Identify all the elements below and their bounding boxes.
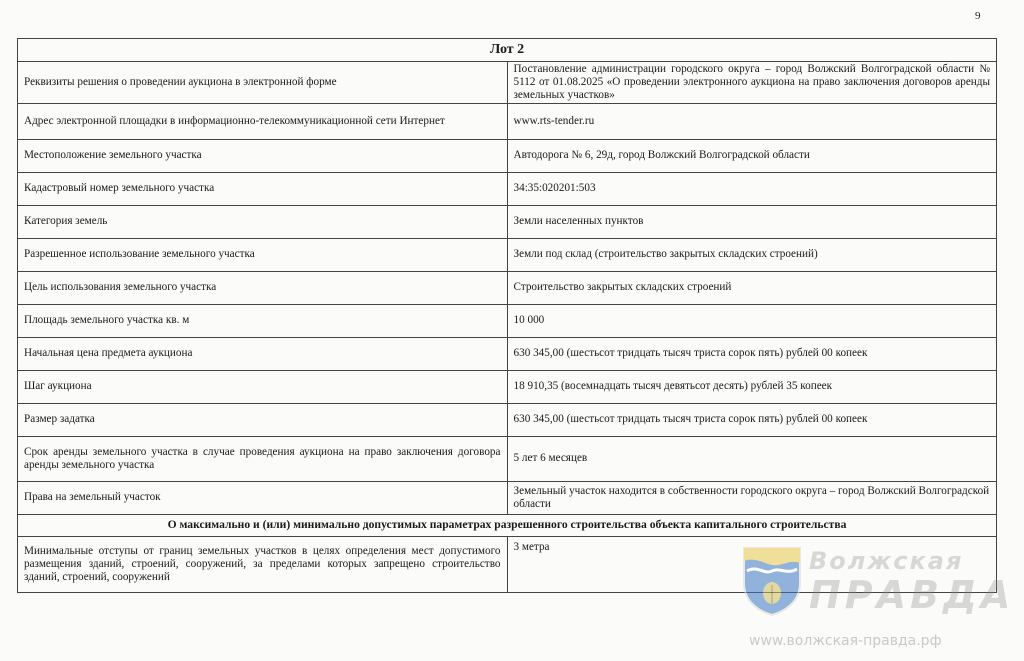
- table-row: [18, 205, 997, 238]
- row-value: Строительство закрытых складских строений: [507, 271, 997, 304]
- table-row: [18, 403, 997, 436]
- table-row: [18, 304, 997, 337]
- row-value: 630 345,00 (шестьсот тридцать тысяч триста сорок пять) рублей 00 копеек: [507, 403, 997, 436]
- row-value: 18 910,35 (восемнадцать тысяч девятьсот десять) рублей 35 копеек: [507, 370, 997, 403]
- table-row: [18, 103, 997, 139]
- row-value: www.rts-tender.ru: [507, 103, 997, 139]
- table-row: [18, 62, 997, 104]
- table-row: [18, 536, 997, 592]
- row-label: Размер задатка: [18, 403, 508, 436]
- lot-header-row: [18, 39, 997, 62]
- row-label: Шаг аукциона: [18, 370, 508, 403]
- row-label: Площадь земельного участка кв. м: [18, 304, 508, 337]
- row-label: Срок аренды земельного участка в случае проведения аукциона на право заключения договора аренды земельного участка: [18, 436, 508, 481]
- lot-table: [17, 38, 997, 593]
- table-row: [18, 139, 997, 172]
- row-value: 10 000: [507, 304, 997, 337]
- row-value: 34:35:020201:503: [507, 172, 997, 205]
- row-label: Права на земельный участок: [18, 481, 508, 514]
- row-label: Категория земель: [18, 205, 508, 238]
- watermark-title-line2: ПРАВДА: [809, 573, 1015, 617]
- page-number: 9: [975, 10, 981, 22]
- table-row: [18, 337, 997, 370]
- row-label: Разрешенное использование земельного участка: [18, 238, 508, 271]
- row-label: Местоположение земельного участка: [18, 139, 508, 172]
- row-value: Земли населенных пунктов: [507, 205, 997, 238]
- row-value: Земельный участок находится в собственности городского округа – город Волжский Волгоградской области: [507, 481, 997, 514]
- table-row: [18, 172, 997, 205]
- row-value: 630 345,00 (шестьсот тридцать тысяч триста сорок пять) рублей 00 копеек: [507, 337, 997, 370]
- table-row: [18, 271, 997, 304]
- row-value: 3 метра: [507, 536, 997, 592]
- row-label: Цель использования земельного участка: [18, 271, 508, 304]
- section-title: О максимально и (или) минимально допустимых параметрах разрешенного строительства объекта капитального строительства: [18, 514, 997, 536]
- row-label: Кадастровый номер земельного участка: [18, 172, 508, 205]
- row-value: Постановление администрации городского округа – город Волжский Волгоградской области № 5112 от 01.08.2025 «О проведении электронного аукциона на право заключения договоров аренды земельных участков»: [507, 62, 997, 104]
- row-label: Начальная цена предмета аукциона: [18, 337, 508, 370]
- section-header-row: [18, 514, 997, 536]
- table-row: [18, 481, 997, 514]
- row-label: Минимальные отступы от границ земельных участков в целях определения мест допустимого размещения зданий, строений, сооружений, за пределами которых запрещено строительство зданий, строений, сооружений: [18, 536, 508, 592]
- table-row: [18, 370, 997, 403]
- table-row: [18, 238, 997, 271]
- lot-title: Лот 2: [18, 39, 997, 62]
- row-label: Реквизиты решения о проведении аукциона в электронной форме: [18, 62, 508, 104]
- watermark-title-line1: Волжская: [809, 547, 964, 575]
- table-row: [18, 436, 997, 481]
- row-label: Адрес электронной площадки в информационно-телекоммуникационной сети Интернет: [18, 103, 508, 139]
- watermark-url: www.волжская-правда.рф: [749, 633, 942, 649]
- row-value: Автодорога № 6, 29д, город Волжский Волгоградской области: [507, 139, 997, 172]
- row-value: 5 лет 6 месяцев: [507, 436, 997, 481]
- row-value: Земли под склад (строительство закрытых складских строений): [507, 238, 997, 271]
